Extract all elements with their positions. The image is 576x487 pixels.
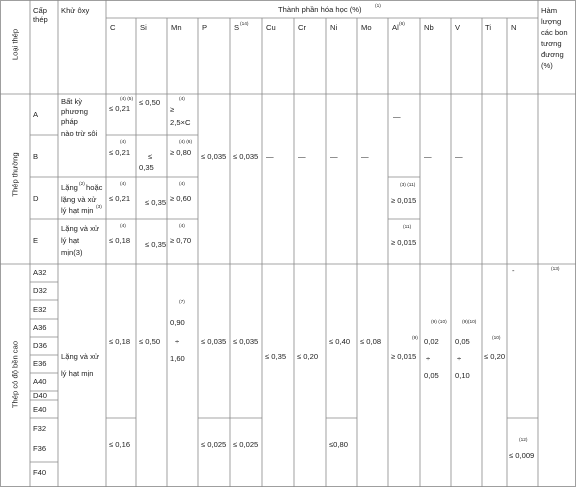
a-c-note: (4) (5) <box>120 97 134 102</box>
high-si: ≤ 0,50 <box>139 337 161 346</box>
e-mn: ≥ 0,70 <box>170 236 192 245</box>
header-composition-note: (1) <box>375 4 381 9</box>
d-mn-note: (4) <box>179 182 185 187</box>
e-deox-1: Lặng và xử <box>61 224 100 233</box>
element-nb: Nb <box>424 23 434 32</box>
high-ni-f: ≤0,80 <box>329 440 348 449</box>
high-ti-note: (10) <box>492 336 501 341</box>
e-si: ≤ 0,35 <box>145 240 167 249</box>
element-si: Si <box>140 23 147 32</box>
a-si: ≤ 0,50 <box>139 98 161 107</box>
element-cr: Cr <box>298 23 307 32</box>
normal-cu-dash: — <box>266 152 274 161</box>
e-al: ≥ 0,015 <box>391 238 417 247</box>
high-n-note: (12) <box>519 438 528 443</box>
header-ham-luong: Hàm lượng các bon tương đương (%) <box>541 6 568 70</box>
element-al: Al <box>392 23 399 32</box>
high-ni: ≤ 0,40 <box>329 337 351 346</box>
grade-d36: D36 <box>33 341 47 350</box>
grade-f36: F36 <box>33 444 47 453</box>
grade-e36: E36 <box>33 359 47 368</box>
a-deox-1: Bất kỳ <box>61 97 83 106</box>
a-deox-3: pháp <box>61 117 78 126</box>
element-al-note: (6) <box>399 22 405 27</box>
grade-e: E <box>33 236 39 245</box>
a-mn-2: 2,5×C <box>170 118 191 127</box>
element-p: P <box>202 23 208 32</box>
d-c-note: (4) <box>120 182 126 187</box>
d-deox-5: lý hạt mịn <box>61 206 94 215</box>
b-c-note: (4) <box>120 140 126 145</box>
element-c: C <box>110 23 116 32</box>
d-al: ≥ 0,015 <box>391 196 417 205</box>
group-high: Thép có độ bền cao <box>10 340 20 409</box>
high-s-f: ≤ 0,025 <box>233 440 259 449</box>
e-deox-2: lý hạt <box>61 236 80 245</box>
high-mn-note: (7) <box>179 300 185 305</box>
high-nb-1: 0,02 <box>424 337 439 346</box>
high-deox: Lặng và xử lý hạt mịn <box>61 352 100 378</box>
high-al: ≥ 0,015 <box>391 352 417 361</box>
normal-mo-dash: — <box>361 152 369 161</box>
d-si: ≤ 0,35 <box>145 198 167 207</box>
high-v-1: 0,05 <box>455 337 470 346</box>
b-si-2: 0,35 <box>139 163 154 172</box>
normal-nb-dash: — <box>424 152 432 161</box>
e-c: ≤ 0,18 <box>109 236 131 245</box>
a-mn-note: (4) <box>179 97 185 102</box>
d-c: ≤ 0,21 <box>109 194 131 203</box>
d-deox-4: lặng và xử <box>61 195 97 204</box>
high-ceq-note: (13) <box>551 267 560 272</box>
a-mn-1: ≥ <box>170 105 175 114</box>
header-khu-oxy: Khử ôxy <box>61 6 90 15</box>
element-s-note: (14) <box>240 22 249 27</box>
high-v-3: 0,10 <box>455 371 470 380</box>
header-composition: Thành phần hóa học (%) <box>278 5 362 14</box>
d-deox-3: hoặc <box>86 183 103 192</box>
e-mn-note: (4) <box>179 224 185 229</box>
high-p: ≤ 0,035 <box>201 337 227 346</box>
grade-a40: A40 <box>33 377 47 386</box>
grade-d32: D32 <box>33 286 47 295</box>
high-c-f: ≤ 0,16 <box>109 440 131 449</box>
normal-p: ≤ 0,035 <box>201 152 227 161</box>
grade-f32: F32 <box>33 424 47 433</box>
high-s: ≤ 0,035 <box>233 337 259 346</box>
d-mn: ≥ 0,60 <box>170 194 192 203</box>
element-n: N <box>511 23 517 32</box>
header-loai-thep: Loại thép <box>10 28 20 61</box>
high-mo: ≤ 0,08 <box>360 337 382 346</box>
high-n: ≤ 0,009 <box>509 451 535 460</box>
grade-d40: D40 <box>33 391 47 400</box>
element-ni: Ni <box>330 23 338 32</box>
normal-cr-dash: — <box>298 152 306 161</box>
normal-s: ≤ 0,035 <box>233 152 259 161</box>
high-mn-2: ÷ <box>175 337 180 346</box>
high-mn-3: 1,60 <box>170 354 185 363</box>
high-al-note: (9) <box>412 336 418 341</box>
element-ti: Ti <box>485 23 492 32</box>
high-nb-2: ÷ <box>426 354 431 363</box>
element-mn: Mn <box>171 23 182 32</box>
d-al-note: (3) (11) <box>400 183 416 188</box>
grade-a: A <box>33 110 39 119</box>
group-normal: Thép thường <box>10 152 20 197</box>
grade-a36: A36 <box>33 323 47 332</box>
element-cu: Cu <box>266 23 276 32</box>
grade-b: B <box>33 152 39 161</box>
element-v: V <box>455 23 461 32</box>
high-v-2: ÷ <box>457 354 462 363</box>
a-al: — <box>393 112 401 121</box>
a-deox-4: nào trừ sôi <box>61 129 98 138</box>
header-cap-thep: Cấp thép <box>33 6 48 24</box>
grade-e40: E40 <box>33 405 47 414</box>
normal-v-dash: — <box>455 152 463 161</box>
high-v-note: (9)(10) <box>462 320 477 325</box>
e-al-note: (11) <box>403 225 412 230</box>
grade-d: D <box>33 194 39 203</box>
high-p-f: ≤ 0,025 <box>201 440 227 449</box>
grade-e32: E32 <box>33 305 47 314</box>
high-cr: ≤ 0,20 <box>297 352 319 361</box>
normal-ni-dash: — <box>330 152 338 161</box>
high-c: ≤ 0,18 <box>109 337 131 346</box>
b-c: ≤ 0,21 <box>109 148 131 157</box>
grade-a32: A32 <box>33 268 47 277</box>
a-c: ≤ 0,21 <box>109 104 131 113</box>
e-deox-3: mịn(3) <box>61 248 83 257</box>
high-n-dash: - <box>512 266 515 275</box>
b-mn-note: (4) (6) <box>179 140 193 145</box>
element-s: S <box>234 23 240 32</box>
high-cu: ≤ 0,35 <box>265 352 287 361</box>
high-nb-3: 0,05 <box>424 371 439 380</box>
element-mo: Mo <box>361 23 372 32</box>
d-deox-1: Lặng <box>61 183 78 192</box>
high-mn-1: 0,90 <box>170 318 185 327</box>
grade-f40: F40 <box>33 468 47 477</box>
d-deox-6: (3) <box>96 205 102 210</box>
a-deox-2: phương <box>61 107 88 116</box>
e-c-note: (4) <box>120 224 126 229</box>
high-nb-note: (9) (10) <box>431 320 447 325</box>
d-deox-2: (2) <box>79 182 85 187</box>
high-ti: ≤ 0,20 <box>484 352 506 361</box>
b-si-1: ≤ <box>148 152 153 161</box>
b-mn: ≥ 0,80 <box>170 148 192 157</box>
